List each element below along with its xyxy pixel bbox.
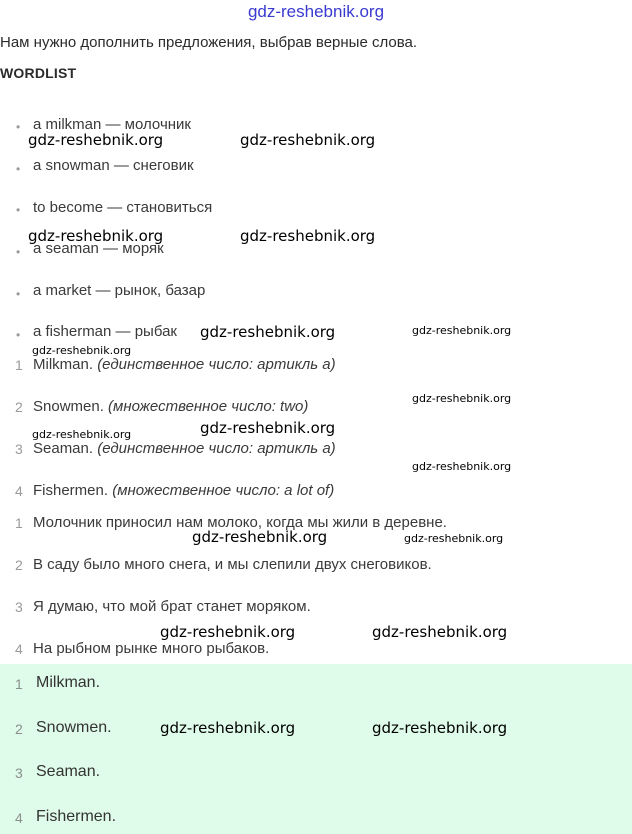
watermark: gdz-reshebnik.org <box>372 623 508 641</box>
answer-line: Snowmen. <box>36 719 112 736</box>
answer-number: 4 <box>15 810 23 826</box>
wordlist-item: a milkman — молочник <box>33 116 191 133</box>
task-intro: Нам нужно дополнить предложения, выбрав верные слова. <box>0 34 418 51</box>
translation-number: 4 <box>15 641 23 657</box>
watermark: gdz-reshebnik.org <box>200 323 336 341</box>
bullet-icon: • <box>16 203 21 217</box>
explanation-note: (единственное число: артикль a) <box>97 440 336 457</box>
watermark: gdz-reshebnik.org <box>32 428 132 441</box>
watermark: gdz-reshebnik.org <box>160 623 296 641</box>
watermark: gdz-reshebnik.org <box>404 532 504 545</box>
watermark: gdz-reshebnik.org <box>192 528 328 546</box>
wordlist-item: a market — рынок, базар <box>33 282 206 299</box>
explanation-word: Fishermen. <box>33 482 109 499</box>
translation-line: В саду было много снега, и мы слепили двух снеговиков. <box>33 556 432 573</box>
wordlist-item: a fisherman — рыбак <box>33 323 177 340</box>
translation-number: 2 <box>15 557 23 573</box>
watermark: gdz-reshebnik.org <box>240 131 376 149</box>
explanation-line <box>33 482 334 499</box>
explanation-line <box>33 356 336 373</box>
bullet-icon: • <box>16 120 21 134</box>
wordlist-item: a snowman — снеговик <box>33 157 194 174</box>
watermark: gdz-reshebnik.org <box>412 392 512 405</box>
explanation-line <box>33 398 308 415</box>
explanation-number: 4 <box>15 483 23 499</box>
answer-number: 1 <box>15 676 23 692</box>
watermark: gdz-reshebnik.org <box>32 344 132 357</box>
explanation-number: 1 <box>15 357 23 373</box>
translation-number: 3 <box>15 599 23 615</box>
explanation-word: Milkman. <box>33 356 94 373</box>
watermark: gdz-reshebnik.org <box>160 719 296 737</box>
wordlist-item: to become — становиться <box>33 199 213 216</box>
bullet-icon: • <box>16 328 21 342</box>
explanation-number: 2 <box>15 399 23 415</box>
bullet-icon: • <box>16 162 21 176</box>
answer-number: 2 <box>15 721 23 737</box>
explanation-number: 3 <box>15 441 23 457</box>
watermark: gdz-reshebnik.org <box>412 324 512 337</box>
answer-line: Seaman. <box>36 763 101 780</box>
answer-line: Fishermen. <box>36 808 117 825</box>
explanation-note: (множественное число: a lot of) <box>112 482 335 499</box>
explanation-note: (единственное число: артикль a) <box>97 356 336 373</box>
bullet-icon: • <box>16 287 21 301</box>
explanation-note: (множественное число: two) <box>108 398 309 415</box>
wordlist-item: a seaman — моряк <box>33 240 164 257</box>
translation-line: Молочник приносил нам молоко, когда мы жили в деревне. <box>33 514 447 531</box>
bullet-icon: • <box>16 245 21 259</box>
answer-line: Milkman. <box>36 674 101 691</box>
translation-line: На рыбном рынке много рыбаков. <box>33 640 270 657</box>
watermark: gdz-reshebnik.org <box>200 419 336 437</box>
watermark: gdz-reshebnik.org <box>28 227 164 245</box>
wordlist-heading: WORDLIST <box>0 65 77 81</box>
watermark: gdz-reshebnik.org <box>240 227 376 245</box>
watermark: gdz-reshebnik.org <box>372 719 508 737</box>
watermark: gdz-reshebnik.org <box>28 131 164 149</box>
answer-number: 3 <box>15 765 23 781</box>
site-title: gdz-reshebnik.org <box>247 2 385 21</box>
explanation-line <box>33 440 336 457</box>
explanation-word: Snowmen. <box>33 398 104 415</box>
explanation-word: Seaman. <box>33 440 94 457</box>
translation-line: Я думаю, что мой брат станет моряком. <box>33 598 311 615</box>
translation-number: 1 <box>15 515 23 531</box>
watermark: gdz-reshebnik.org <box>412 460 512 473</box>
